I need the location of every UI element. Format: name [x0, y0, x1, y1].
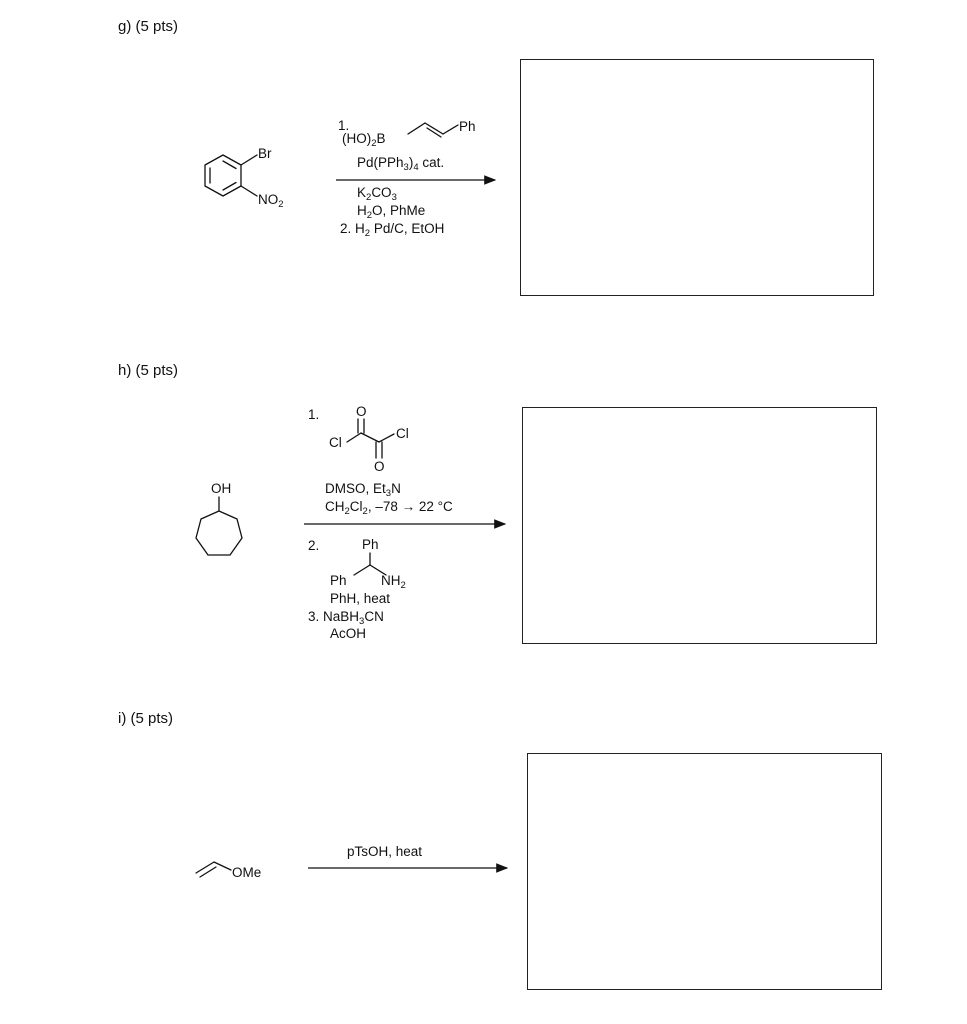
problem-h-label: h) (5 pts)	[118, 362, 179, 379]
hydroxyl-label: OH	[211, 481, 232, 496]
structure-methyl-vinyl-ether	[196, 862, 231, 877]
nitro-label: $NO_2$	[258, 192, 284, 210]
catalyst-label: $Pd(PPh_3)_4$ cat.	[357, 155, 445, 173]
problem-g-label: g) (5 pts)	[118, 18, 179, 35]
phenyl-label-g: Ph	[459, 119, 476, 134]
step2-label-g: 2. $H_2$ Pd/C, EtOH	[340, 221, 445, 239]
amine-nh2-label: $NH_2$	[381, 573, 406, 591]
bromine-label: Br	[258, 146, 272, 161]
conditions-label-i: pTsOH, heat	[347, 844, 423, 859]
base-label: $K_2CO_3$	[357, 185, 397, 203]
amine-phenyl-left: Ph	[330, 573, 347, 588]
structure-benzhydrylamine	[354, 553, 386, 575]
styryl-chain	[408, 123, 458, 137]
step2-solvent-label: PhH, heat	[330, 591, 391, 606]
boronic-acid-label: $(HO)_2B$	[342, 131, 386, 149]
structure-bromonitrobenzene	[205, 155, 257, 196]
step1-number-g: 1.	[338, 118, 350, 133]
step1-number-h: 1.	[308, 407, 320, 422]
structure-cycloheptanol	[196, 497, 242, 555]
solvent-label-g: $H_2O$, PhMe	[357, 203, 426, 221]
step3-acid-label: AcOH	[330, 626, 367, 641]
oxalyl-oxygen-top: O	[356, 404, 367, 419]
step2-number-h: 2.	[308, 538, 320, 553]
step3-label-h: 3. NaBH$_3$CN	[308, 609, 384, 627]
structure-oxalyl-chloride	[347, 419, 394, 458]
oxalyl-chlorine-right: Cl	[396, 426, 409, 441]
oxalyl-oxygen-bottom: O	[374, 459, 385, 474]
amine-phenyl-top: Ph	[362, 537, 379, 552]
problem-i-label: i) (5 pts)	[118, 710, 174, 727]
dmso-label: DMSO, $Et_3N$	[325, 481, 401, 499]
oxalyl-chlorine-left: Cl	[329, 435, 342, 450]
methoxy-label: OMe	[232, 865, 262, 880]
solvent-label-h: $CH_2Cl_2$, –78 → 22 °C	[325, 499, 453, 517]
